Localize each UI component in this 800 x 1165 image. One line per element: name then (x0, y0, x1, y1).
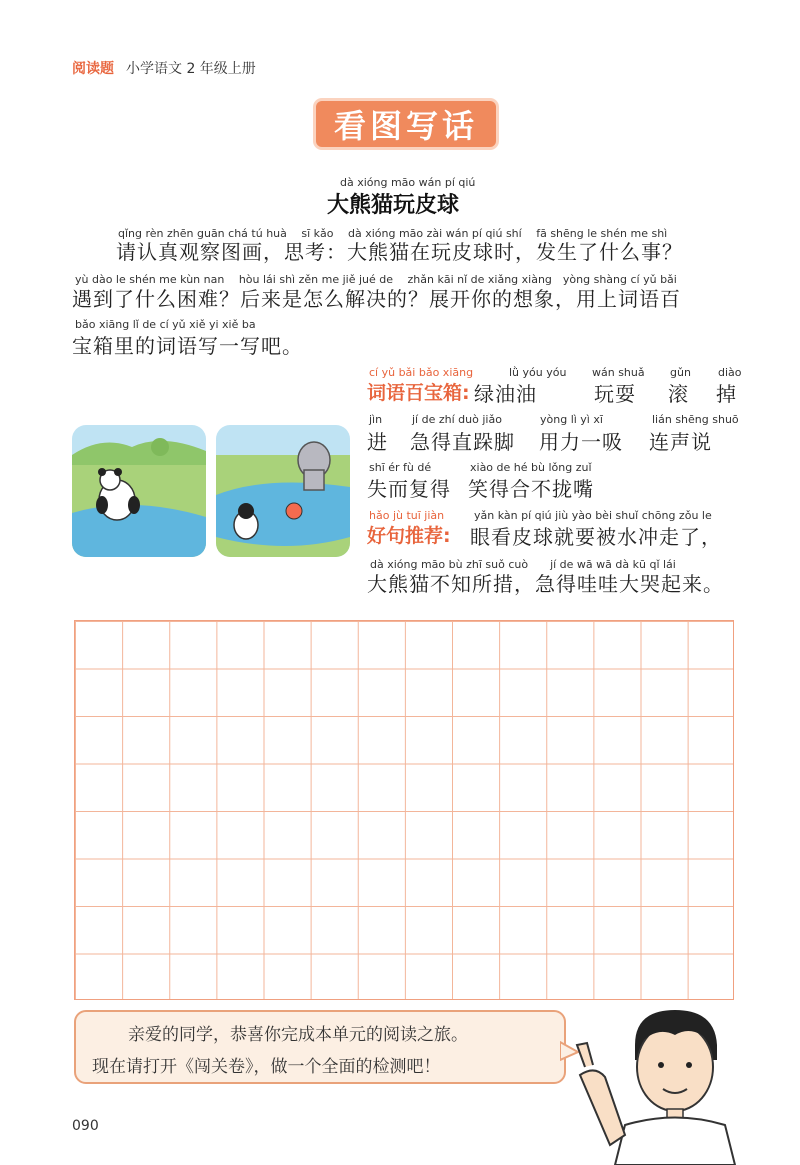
good-sentence-line-2: 大熊猫不知所措，急得哇哇大哭起来。 (367, 572, 724, 596)
vocab-word: 用力一吸 (539, 430, 623, 454)
vocab-word: 绿油油 (474, 382, 537, 406)
vocab-pinyin: gǔn (670, 366, 691, 379)
page-number: 090 (72, 1118, 99, 1134)
good-sentence-label: 好句推荐: (367, 525, 451, 547)
good-sentence-pinyin-2: dà xióng māo bù zhī suǒ cuò jí de wā wā dà kū qǐ lái (370, 558, 676, 571)
prompt-pinyin-2: yù dào le shén me kùn nan hòu lái shì zěn me jiě jué de zhǎn kāi nǐ de xiǎng xiàng yòng shàng cí yǔ bǎi (75, 273, 677, 286)
good-sentence-label-pinyin: hǎo jù tuī jiàn (369, 509, 445, 522)
subtitle-pinyin: dà xióng māo wán pí qiú (340, 176, 476, 189)
vocab-pinyin: jìn (369, 413, 383, 426)
vocab-word: 滚 (668, 382, 689, 406)
picture-elephant-help (216, 425, 350, 557)
vocab-pinyin: yòng lì yì xī (540, 413, 603, 426)
bubble-line-2: 现在请打开《闯关卷》，做一个全面的检测吧！ (92, 1057, 441, 1077)
book-title: 小学语文 2 年级上册 (126, 61, 256, 77)
vocab-label-pinyin: cí yǔ bǎi bǎo xiāng (369, 366, 474, 379)
vocab-label: 词语百宝箱: (367, 382, 470, 404)
vocab-pinyin: jí de zhí duò jiǎo (412, 413, 502, 426)
vocab-pinyin: lián shēng shuō (652, 413, 739, 426)
vocab-word: 进 (367, 430, 388, 454)
vocab-pinyin: diào (718, 366, 742, 379)
good-sentence-line-1: 眼看皮球就要被水冲走了， (470, 525, 722, 549)
good-sentence-pinyin-1: yǎn kàn pí qiú jiù yào bèi shuǐ chōng zǒu le (474, 509, 712, 522)
vocab-pinyin: shī ér fù dé (369, 461, 432, 474)
section-tag: 阅读题 (72, 61, 114, 77)
prompt-line-3: 宝箱里的词语写一写吧。 (72, 334, 303, 358)
prompt-pinyin-1: qǐng rèn zhēn guān chá tú huà sī kǎo dà xióng māo zài wán pí qiú shí fā shēng le shén me shì (118, 227, 668, 240)
vocab-word: 掉 (716, 382, 737, 406)
vocab-word: 笑得合不拢嘴 (468, 477, 594, 501)
picture-panda-fall (72, 425, 206, 557)
vocab-word: 玩耍 (594, 382, 636, 406)
vocab-word: 连声说 (649, 430, 712, 454)
teacher-illustration (575, 1005, 750, 1165)
vocab-pinyin: xiào de hé bù lǒng zuǐ (470, 461, 592, 474)
prompt-line-1: 请认真观察图画，思考：大熊猫在玩皮球时，发生了什么事？ (116, 240, 683, 264)
page-title: 看图写话 (316, 101, 496, 147)
prompt-line-2: 遇到了什么困难？后来是怎么解决的？展开你的想象，用上词语百 (72, 287, 681, 311)
vocab-pinyin: wán shuǎ (592, 366, 645, 379)
prompt-pinyin-3: bǎo xiāng lǐ de cí yǔ xiě yi xiě ba (75, 318, 256, 331)
vocab-word: 急得直跺脚 (410, 430, 515, 454)
writing-grid[interactable] (74, 620, 734, 1000)
vocab-pinyin: lǜ yóu yóu (509, 366, 567, 379)
vocab-word: 失而复得 (367, 477, 451, 501)
subtitle: 大熊猫玩皮球 (327, 193, 460, 218)
bubble-line-1: 亲爱的同学，恭喜你完成本单元的阅读之旅。 (128, 1025, 468, 1045)
speech-bubble (74, 1010, 566, 1084)
